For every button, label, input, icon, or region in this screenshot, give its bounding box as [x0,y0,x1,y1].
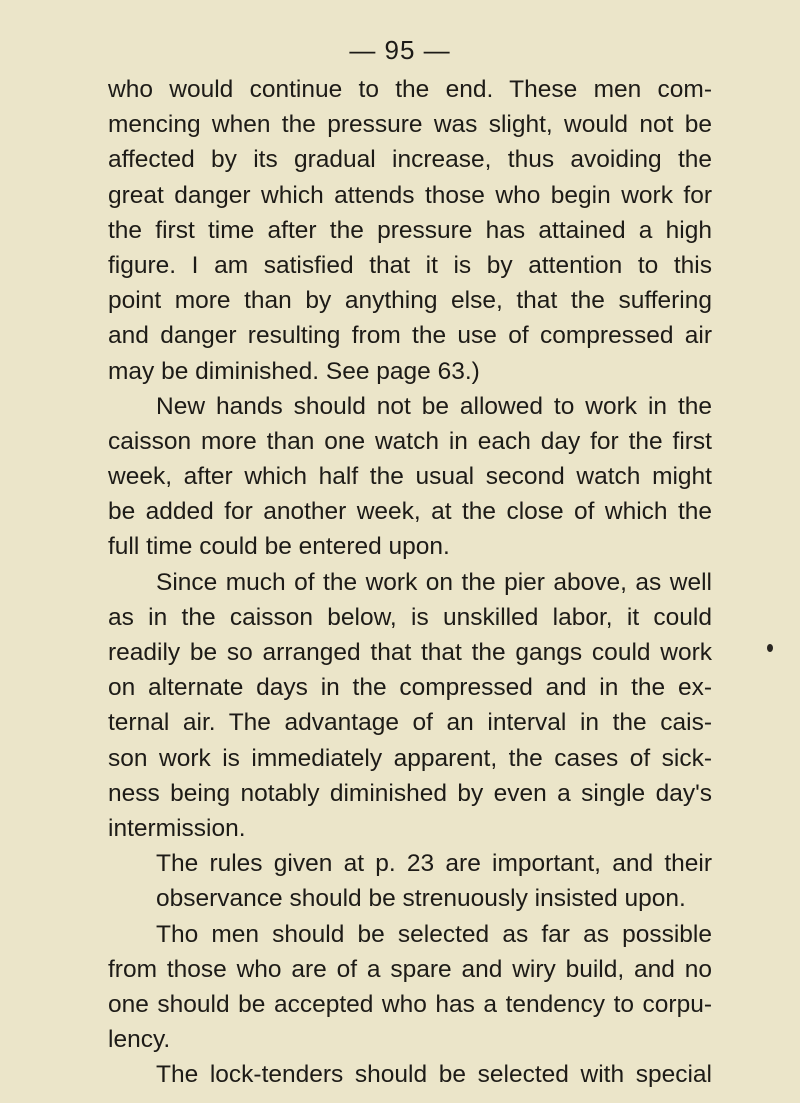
text-line: figure. I am satisfied that it is by attention to this [108,251,712,279]
page-number: — 95 — [349,35,451,65]
text-line: intermission. [108,814,246,842]
text-line: Since much of the work on the pier above, as well [156,568,712,596]
text-line: and danger resulting from the use of compressed air [108,322,712,350]
text-line: son work is immediately apparent, the cases of sick- [108,744,712,772]
text-line: from those who are of a spare and wiry build, and no [108,955,712,983]
text-line: mencing when the pressure was slight, would not be [108,111,712,139]
text-line: as in the caisson below, is unskilled labor, it could [108,603,712,631]
text-line: New hands should not be allowed to work in the [156,392,712,420]
text-line: ternal air. The advantage of an interval in the cais- [108,709,712,737]
text-line: affected by its gradual increase, thus avoiding the [108,146,712,174]
text-line: who would continue to the end. These men com- [108,76,712,103]
text-line: readily be so arranged that that the gangs could work [108,639,712,666]
text-line: the first time after the pressure has attained a high [108,216,712,244]
text-line: ness being notably diminished by even a single day's [108,779,712,807]
text-line: on alternate days in the compressed and in the ex- [108,674,712,702]
text-line: The rules given at p. 23 are important, and their [156,850,712,878]
text-line: point more than by anything else, that the suffering [108,287,712,315]
text-line: one should be accepted who has a tendency to corpu- [108,990,712,1018]
text-line: Tho men should be selected as far as possible [156,920,712,948]
text-line: The lock-tenders should be selected with special [156,1061,712,1089]
text-line: may be diminished. See page 63.) [108,357,480,385]
text-line: full time could be entered upon. [108,533,450,561]
text-line: observance should be strenuously insisted upon. [156,885,686,913]
text-line: be added for another week, at the close of which the [108,498,712,526]
text-line: lency. [108,1026,171,1054]
text-line: week, after which half the usual second watch might [108,463,712,491]
text-line: caisson more than one watch in each day for the first [108,427,712,455]
body-text [108,72,712,1092]
text-line: great danger which attends those who begin work for [108,181,712,209]
ink-speck [767,644,773,652]
